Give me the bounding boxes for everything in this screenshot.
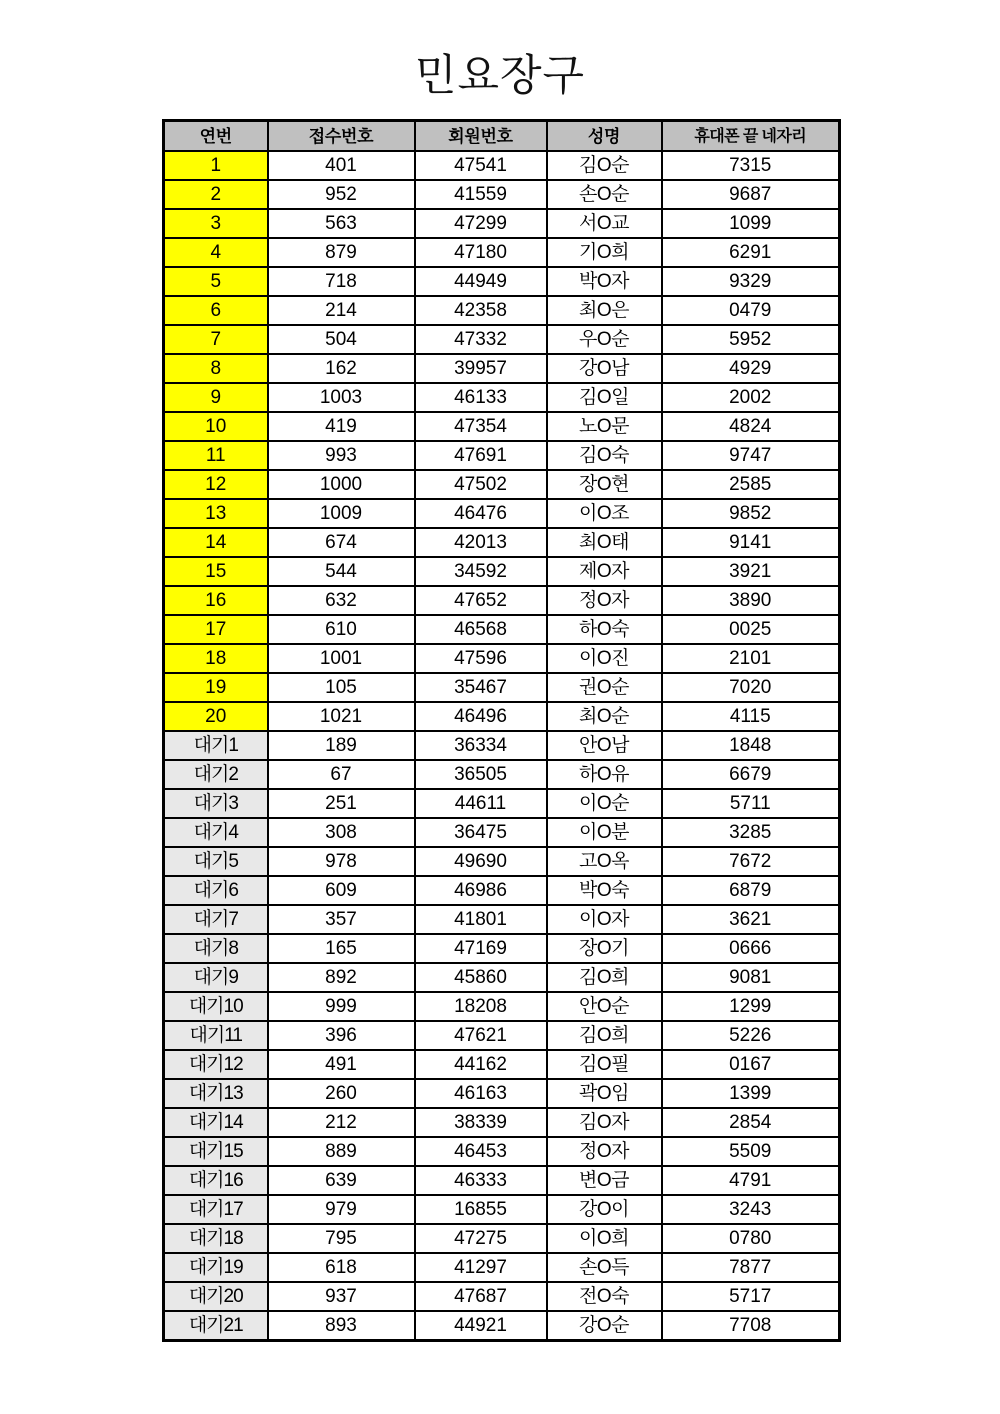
cell-waiting-label: 대기11 <box>164 1021 268 1050</box>
cell-sequence-number: 17 <box>164 615 268 644</box>
cell-member-number: 46986 <box>415 876 547 905</box>
cell-name: 강O남 <box>547 354 662 383</box>
cell-waiting-label: 대기15 <box>164 1137 268 1166</box>
cell-receipt-number: 165 <box>268 934 415 963</box>
cell-receipt-number: 1009 <box>268 499 415 528</box>
column-header-receipt-number: 접수번호 <box>268 121 415 152</box>
table-row <box>164 876 840 905</box>
cell-phone-last-four: 3921 <box>662 557 840 586</box>
cell-receipt-number: 993 <box>268 441 415 470</box>
table-row <box>164 586 840 615</box>
cell-phone-last-four: 4824 <box>662 412 840 441</box>
cell-sequence-number: 4 <box>164 238 268 267</box>
table-row <box>164 441 840 470</box>
cell-phone-last-four: 0780 <box>662 1224 840 1253</box>
table-row <box>164 180 840 209</box>
cell-member-number: 42358 <box>415 296 547 325</box>
cell-member-number: 47687 <box>415 1282 547 1311</box>
column-header-member-number: 회원번호 <box>415 121 547 152</box>
cell-receipt-number: 632 <box>268 586 415 615</box>
table-row <box>164 1137 840 1166</box>
cell-name: 안O순 <box>547 992 662 1021</box>
cell-name: 김O필 <box>547 1050 662 1079</box>
cell-name: 김O숙 <box>547 441 662 470</box>
cell-waiting-label: 대기12 <box>164 1050 268 1079</box>
cell-receipt-number: 893 <box>268 1311 415 1341</box>
roster-table-container <box>162 119 838 1342</box>
cell-member-number: 36475 <box>415 818 547 847</box>
cell-receipt-number: 610 <box>268 615 415 644</box>
cell-phone-last-four: 9081 <box>662 963 840 992</box>
cell-name: 장O기 <box>547 934 662 963</box>
cell-phone-last-four: 2101 <box>662 644 840 673</box>
cell-receipt-number: 1001 <box>268 644 415 673</box>
cell-phone-last-four: 1848 <box>662 731 840 760</box>
cell-waiting-label: 대기14 <box>164 1108 268 1137</box>
table-row <box>164 528 840 557</box>
cell-sequence-number: 7 <box>164 325 268 354</box>
cell-sequence-number: 15 <box>164 557 268 586</box>
cell-phone-last-four: 2585 <box>662 470 840 499</box>
cell-member-number: 45860 <box>415 963 547 992</box>
cell-waiting-label: 대기4 <box>164 818 268 847</box>
table-row <box>164 615 840 644</box>
cell-receipt-number: 979 <box>268 1195 415 1224</box>
cell-member-number: 44611 <box>415 789 547 818</box>
cell-name: 권O순 <box>547 673 662 702</box>
table-row <box>164 267 840 296</box>
cell-name: 최O태 <box>547 528 662 557</box>
cell-receipt-number: 308 <box>268 818 415 847</box>
cell-receipt-number: 105 <box>268 673 415 702</box>
table-row <box>164 1224 840 1253</box>
cell-receipt-number: 251 <box>268 789 415 818</box>
cell-phone-last-four: 9852 <box>662 499 840 528</box>
cell-member-number: 47596 <box>415 644 547 673</box>
cell-sequence-number: 8 <box>164 354 268 383</box>
cell-receipt-number: 639 <box>268 1166 415 1195</box>
cell-member-number: 47299 <box>415 209 547 238</box>
table-row <box>164 1311 840 1341</box>
cell-receipt-number: 504 <box>268 325 415 354</box>
cell-phone-last-four: 0025 <box>662 615 840 644</box>
cell-phone-last-four: 3243 <box>662 1195 840 1224</box>
cell-waiting-label: 대기17 <box>164 1195 268 1224</box>
cell-receipt-number: 563 <box>268 209 415 238</box>
cell-waiting-label: 대기8 <box>164 934 268 963</box>
cell-phone-last-four: 4791 <box>662 1166 840 1195</box>
cell-phone-last-four: 2854 <box>662 1108 840 1137</box>
cell-name: 기O희 <box>547 238 662 267</box>
cell-sequence-number: 18 <box>164 644 268 673</box>
cell-waiting-label: 대기3 <box>164 789 268 818</box>
cell-name: 김O순 <box>547 151 662 180</box>
cell-name: 서O교 <box>547 209 662 238</box>
cell-sequence-number: 19 <box>164 673 268 702</box>
cell-phone-last-four: 0167 <box>662 1050 840 1079</box>
cell-member-number: 46568 <box>415 615 547 644</box>
cell-receipt-number: 162 <box>268 354 415 383</box>
cell-name: 이O자 <box>547 905 662 934</box>
table-row <box>164 1195 840 1224</box>
table-row <box>164 151 840 180</box>
cell-phone-last-four: 7708 <box>662 1311 840 1341</box>
cell-receipt-number: 212 <box>268 1108 415 1137</box>
cell-name: 김O자 <box>547 1108 662 1137</box>
cell-name: 제O자 <box>547 557 662 586</box>
cell-name: 정O자 <box>547 1137 662 1166</box>
cell-member-number: 36505 <box>415 760 547 789</box>
cell-member-number: 41559 <box>415 180 547 209</box>
cell-receipt-number: 189 <box>268 731 415 760</box>
cell-phone-last-four: 9329 <box>662 267 840 296</box>
cell-sequence-number: 20 <box>164 702 268 731</box>
cell-waiting-label: 대기16 <box>164 1166 268 1195</box>
table-row <box>164 325 840 354</box>
column-header-name: 성명 <box>547 121 662 152</box>
header-row <box>164 121 840 152</box>
cell-waiting-label: 대기2 <box>164 760 268 789</box>
cell-sequence-number: 9 <box>164 383 268 412</box>
cell-member-number: 47332 <box>415 325 547 354</box>
cell-waiting-label: 대기9 <box>164 963 268 992</box>
cell-receipt-number: 419 <box>268 412 415 441</box>
cell-name: 손O득 <box>547 1253 662 1282</box>
cell-phone-last-four: 9687 <box>662 180 840 209</box>
cell-phone-last-four: 1399 <box>662 1079 840 1108</box>
cell-member-number: 35467 <box>415 673 547 702</box>
cell-phone-last-four: 5952 <box>662 325 840 354</box>
cell-receipt-number: 357 <box>268 905 415 934</box>
cell-member-number: 47541 <box>415 151 547 180</box>
cell-name: 전O숙 <box>547 1282 662 1311</box>
cell-phone-last-four: 2002 <box>662 383 840 412</box>
table-row <box>164 934 840 963</box>
cell-phone-last-four: 5226 <box>662 1021 840 1050</box>
cell-phone-last-four: 7877 <box>662 1253 840 1282</box>
cell-name: 이O순 <box>547 789 662 818</box>
cell-phone-last-four: 9141 <box>662 528 840 557</box>
cell-name: 이O조 <box>547 499 662 528</box>
table-row <box>164 1079 840 1108</box>
cell-phone-last-four: 4929 <box>662 354 840 383</box>
cell-sequence-number: 5 <box>164 267 268 296</box>
cell-phone-last-four: 3621 <box>662 905 840 934</box>
table-row <box>164 847 840 876</box>
table-row <box>164 731 840 760</box>
cell-member-number: 47354 <box>415 412 547 441</box>
cell-phone-last-four: 9747 <box>662 441 840 470</box>
cell-member-number: 47502 <box>415 470 547 499</box>
cell-receipt-number: 491 <box>268 1050 415 1079</box>
cell-phone-last-four: 6679 <box>662 760 840 789</box>
cell-member-number: 41297 <box>415 1253 547 1282</box>
cell-name: 곽O임 <box>547 1079 662 1108</box>
cell-member-number: 18208 <box>415 992 547 1021</box>
cell-member-number: 49690 <box>415 847 547 876</box>
cell-waiting-label: 대기18 <box>164 1224 268 1253</box>
cell-sequence-number: 16 <box>164 586 268 615</box>
cell-receipt-number: 1021 <box>268 702 415 731</box>
cell-name: 이O진 <box>547 644 662 673</box>
cell-name: 강O순 <box>547 1311 662 1341</box>
table-row <box>164 644 840 673</box>
cell-phone-last-four: 6291 <box>662 238 840 267</box>
cell-receipt-number: 401 <box>268 151 415 180</box>
cell-sequence-number: 2 <box>164 180 268 209</box>
cell-sequence-number: 3 <box>164 209 268 238</box>
cell-receipt-number: 937 <box>268 1282 415 1311</box>
cell-receipt-number: 952 <box>268 180 415 209</box>
cell-sequence-number: 11 <box>164 441 268 470</box>
cell-receipt-number: 674 <box>268 528 415 557</box>
cell-name: 우O순 <box>547 325 662 354</box>
cell-member-number: 44162 <box>415 1050 547 1079</box>
cell-receipt-number: 889 <box>268 1137 415 1166</box>
table-row <box>164 1021 840 1050</box>
cell-receipt-number: 214 <box>268 296 415 325</box>
table-row <box>164 702 840 731</box>
cell-name: 장O현 <box>547 470 662 499</box>
cell-phone-last-four: 7020 <box>662 673 840 702</box>
cell-phone-last-four: 1099 <box>662 209 840 238</box>
cell-waiting-label: 대기19 <box>164 1253 268 1282</box>
cell-member-number: 47180 <box>415 238 547 267</box>
table-row <box>164 1108 840 1137</box>
cell-waiting-label: 대기6 <box>164 876 268 905</box>
cell-member-number: 46476 <box>415 499 547 528</box>
cell-name: 하O유 <box>547 760 662 789</box>
column-header-phone-last-four: 휴대폰 끝 네자리 <box>662 121 840 152</box>
table-row <box>164 789 840 818</box>
cell-member-number: 46496 <box>415 702 547 731</box>
cell-name: 노O문 <box>547 412 662 441</box>
cell-member-number: 46163 <box>415 1079 547 1108</box>
cell-name: 안O남 <box>547 731 662 760</box>
cell-phone-last-four: 1299 <box>662 992 840 1021</box>
cell-phone-last-four: 6879 <box>662 876 840 905</box>
table-row <box>164 963 840 992</box>
cell-name: 이O희 <box>547 1224 662 1253</box>
cell-member-number: 47652 <box>415 586 547 615</box>
cell-name: 박O숙 <box>547 876 662 905</box>
cell-receipt-number: 67 <box>268 760 415 789</box>
cell-sequence-number: 10 <box>164 412 268 441</box>
cell-name: 김O일 <box>547 383 662 412</box>
cell-member-number: 46133 <box>415 383 547 412</box>
cell-phone-last-four: 4115 <box>662 702 840 731</box>
cell-member-number: 42013 <box>415 528 547 557</box>
column-header-seq: 연번 <box>164 121 268 152</box>
cell-name: 김O희 <box>547 1021 662 1050</box>
cell-member-number: 47691 <box>415 441 547 470</box>
cell-receipt-number: 260 <box>268 1079 415 1108</box>
table-row <box>164 557 840 586</box>
table-row <box>164 818 840 847</box>
table-body <box>164 151 840 1341</box>
cell-member-number: 44949 <box>415 267 547 296</box>
cell-phone-last-four: 3890 <box>662 586 840 615</box>
cell-member-number: 46453 <box>415 1137 547 1166</box>
page-title: 민요장구 <box>414 52 586 100</box>
cell-receipt-number: 618 <box>268 1253 415 1282</box>
table-row <box>164 1253 840 1282</box>
cell-sequence-number: 6 <box>164 296 268 325</box>
cell-member-number: 47275 <box>415 1224 547 1253</box>
table-header <box>164 121 840 152</box>
cell-waiting-label: 대기13 <box>164 1079 268 1108</box>
table-row <box>164 238 840 267</box>
cell-receipt-number: 795 <box>268 1224 415 1253</box>
cell-phone-last-four: 5717 <box>662 1282 840 1311</box>
cell-name: 강O이 <box>547 1195 662 1224</box>
cell-name: 손O순 <box>547 180 662 209</box>
cell-name: 박O자 <box>547 267 662 296</box>
cell-receipt-number: 718 <box>268 267 415 296</box>
table-row <box>164 760 840 789</box>
cell-member-number: 47621 <box>415 1021 547 1050</box>
cell-member-number: 16855 <box>415 1195 547 1224</box>
cell-receipt-number: 892 <box>268 963 415 992</box>
cell-phone-last-four: 0479 <box>662 296 840 325</box>
table-row <box>164 992 840 1021</box>
cell-waiting-label: 대기7 <box>164 905 268 934</box>
cell-member-number: 47169 <box>415 934 547 963</box>
cell-name: 최O은 <box>547 296 662 325</box>
cell-name: 정O자 <box>547 586 662 615</box>
table-row <box>164 499 840 528</box>
cell-sequence-number: 1 <box>164 151 268 180</box>
cell-phone-last-four: 0666 <box>662 934 840 963</box>
cell-sequence-number: 13 <box>164 499 268 528</box>
cell-name: 고O옥 <box>547 847 662 876</box>
table-row <box>164 470 840 499</box>
cell-name: 김O희 <box>547 963 662 992</box>
table-row <box>164 1166 840 1195</box>
table-row <box>164 209 840 238</box>
cell-name: 이O분 <box>547 818 662 847</box>
cell-receipt-number: 879 <box>268 238 415 267</box>
cell-sequence-number: 12 <box>164 470 268 499</box>
cell-member-number: 38339 <box>415 1108 547 1137</box>
cell-member-number: 44921 <box>415 1311 547 1341</box>
table-row <box>164 1050 840 1079</box>
cell-waiting-label: 대기21 <box>164 1311 268 1341</box>
cell-waiting-label: 대기20 <box>164 1282 268 1311</box>
cell-phone-last-four: 3285 <box>662 818 840 847</box>
cell-member-number: 34592 <box>415 557 547 586</box>
cell-waiting-label: 대기1 <box>164 731 268 760</box>
cell-receipt-number: 999 <box>268 992 415 1021</box>
cell-receipt-number: 1003 <box>268 383 415 412</box>
cell-name: 변O금 <box>547 1166 662 1195</box>
cell-receipt-number: 1000 <box>268 470 415 499</box>
cell-phone-last-four: 5509 <box>662 1137 840 1166</box>
cell-phone-last-four: 7672 <box>662 847 840 876</box>
cell-name: 하O숙 <box>547 615 662 644</box>
table-row <box>164 383 840 412</box>
cell-sequence-number: 14 <box>164 528 268 557</box>
cell-waiting-label: 대기10 <box>164 992 268 1021</box>
cell-name: 최O순 <box>547 702 662 731</box>
cell-receipt-number: 544 <box>268 557 415 586</box>
table-row <box>164 673 840 702</box>
cell-member-number: 41801 <box>415 905 547 934</box>
cell-receipt-number: 978 <box>268 847 415 876</box>
cell-phone-last-four: 5711 <box>662 789 840 818</box>
table-row <box>164 412 840 441</box>
cell-receipt-number: 609 <box>268 876 415 905</box>
roster-table <box>162 119 841 1342</box>
cell-phone-last-four: 7315 <box>662 151 840 180</box>
cell-member-number: 36334 <box>415 731 547 760</box>
cell-receipt-number: 396 <box>268 1021 415 1050</box>
table-row <box>164 1282 840 1311</box>
table-row <box>164 905 840 934</box>
cell-member-number: 46333 <box>415 1166 547 1195</box>
cell-member-number: 39957 <box>415 354 547 383</box>
cell-waiting-label: 대기5 <box>164 847 268 876</box>
table-row <box>164 354 840 383</box>
table-row <box>164 296 840 325</box>
